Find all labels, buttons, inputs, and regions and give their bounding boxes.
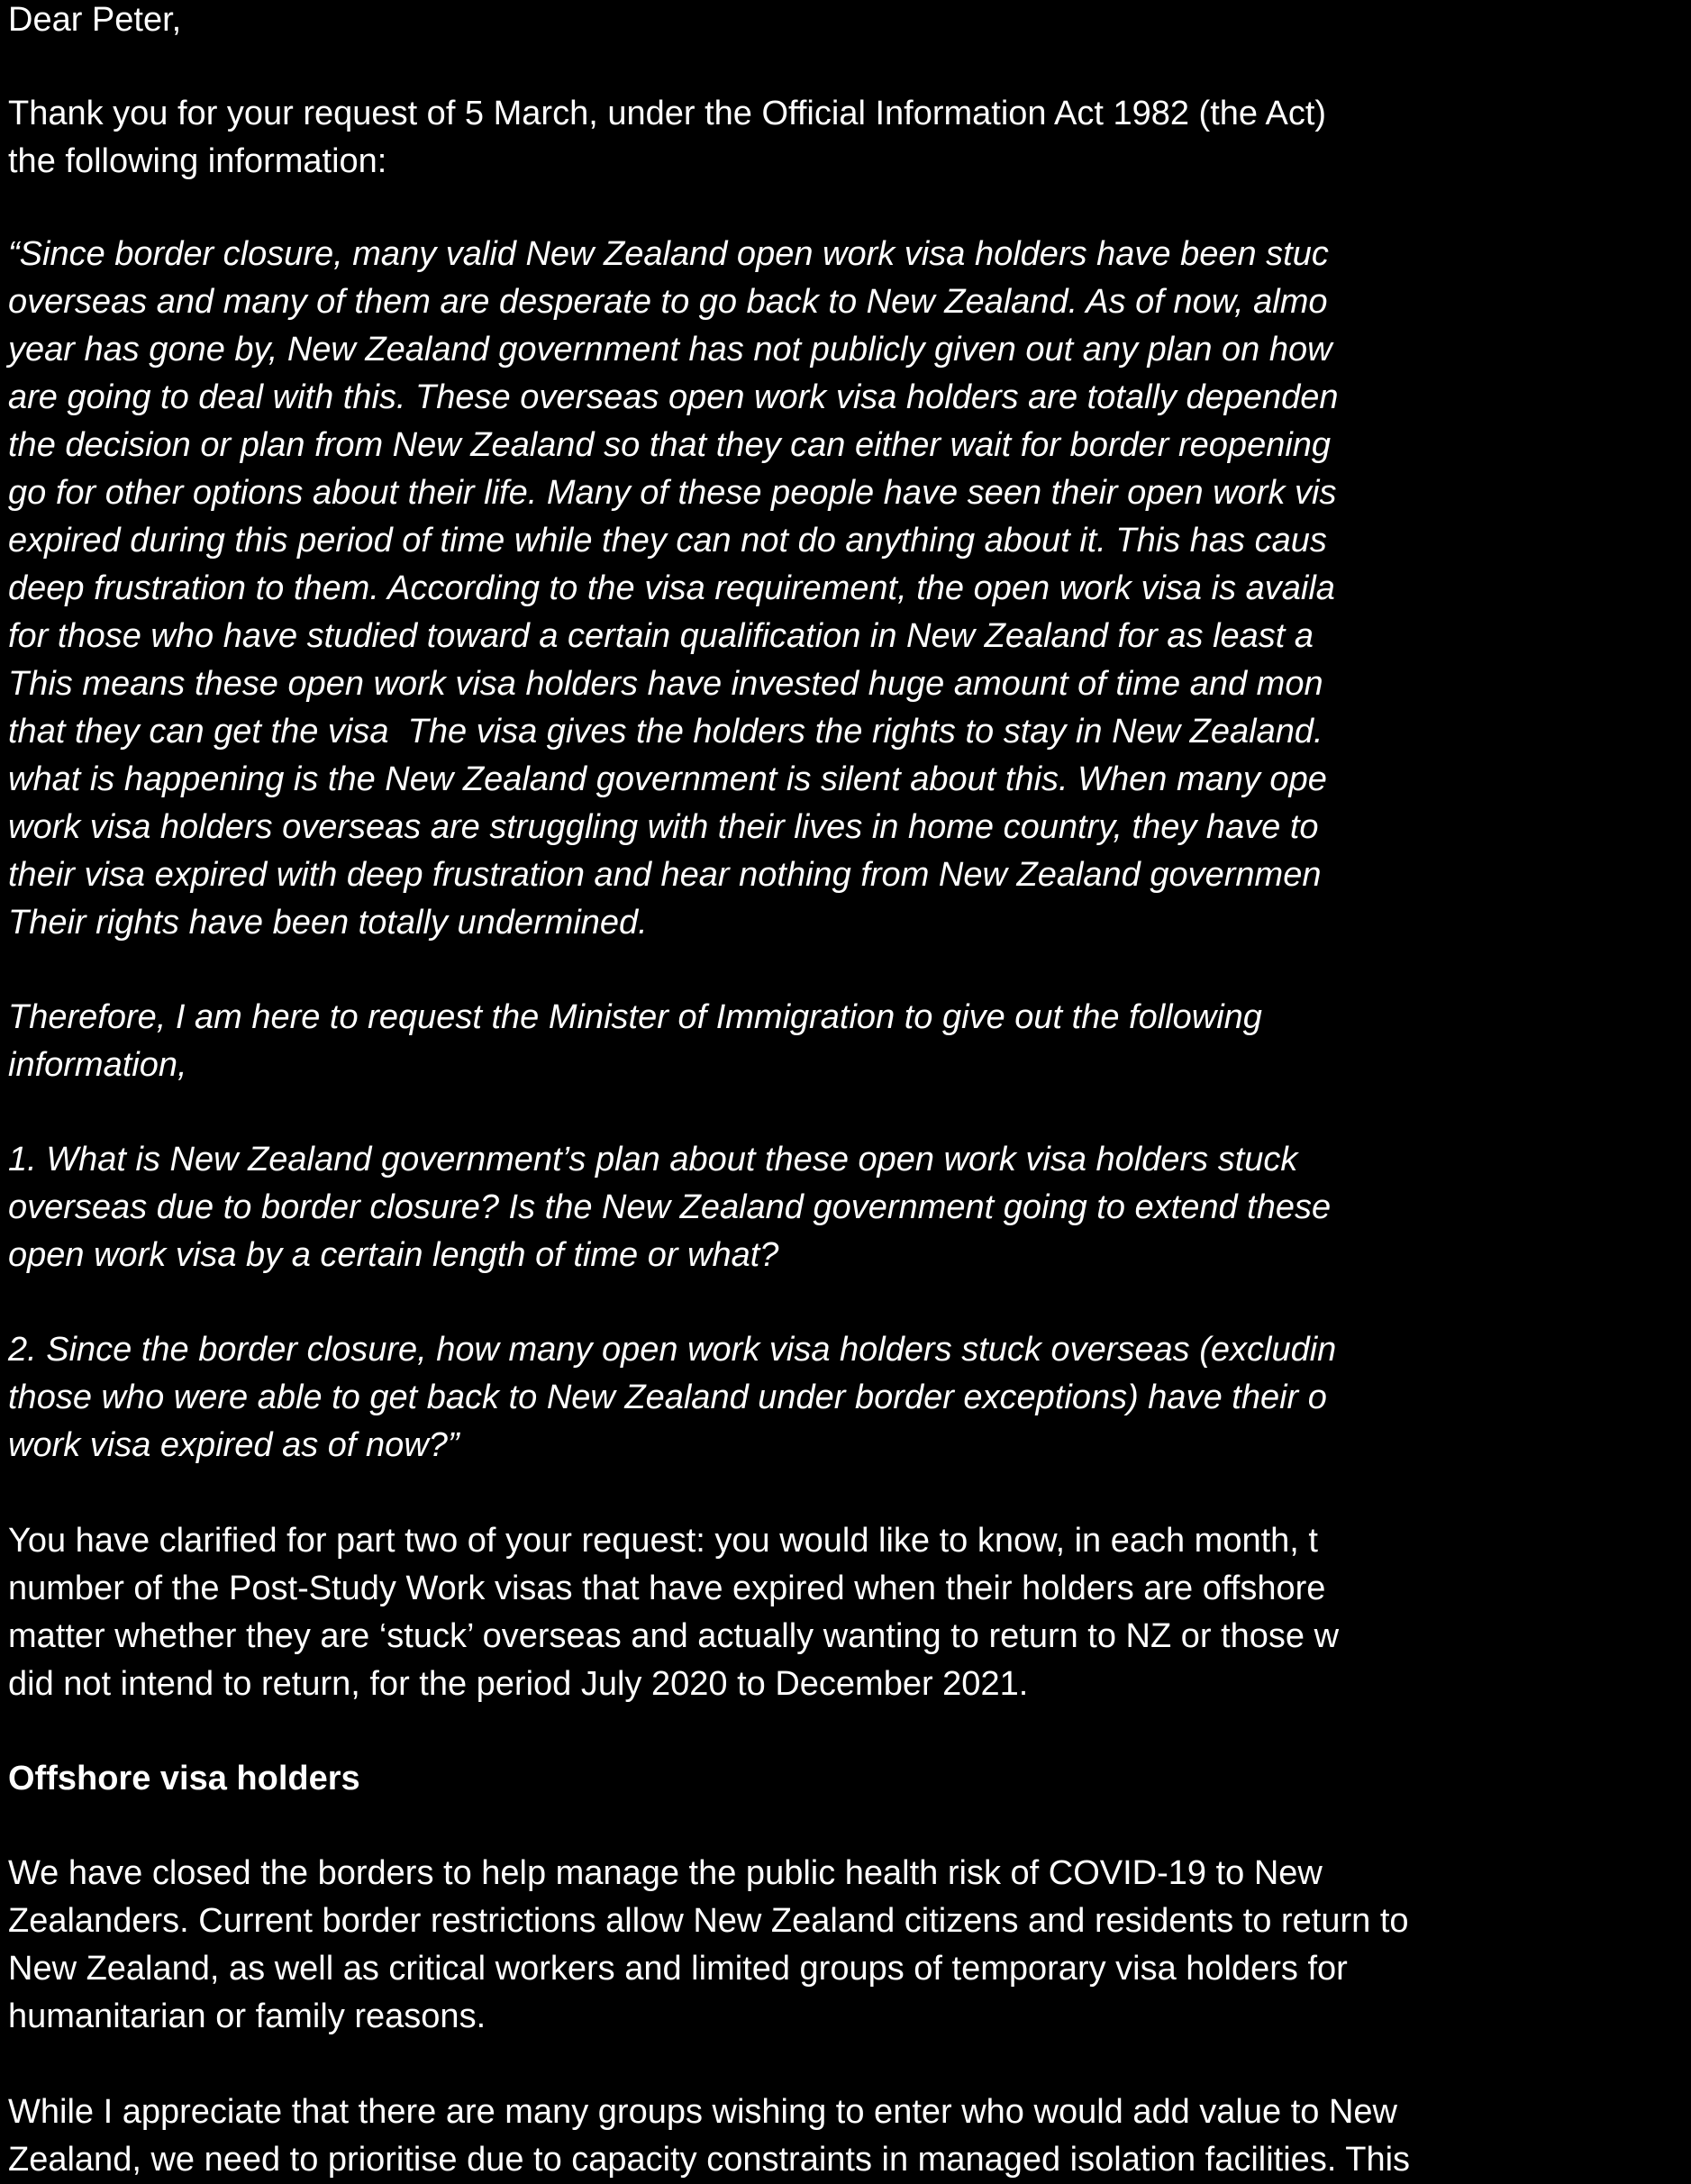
closing-line: While I appreciate that there are many groups wishing to enter who would add value to New xyxy=(8,2093,1397,2131)
borders-line: New Zealand, as well as critical workers and limited groups of temporary visa holders for xyxy=(8,1950,1348,1988)
quote-line: year has gone by, New Zealand government has not publicly given out any plan on how xyxy=(8,331,1332,369)
greeting: Dear Peter, xyxy=(8,1,182,39)
question-2-line: 2. Since the border closure, how many open work visa holders stuck overseas (excludin xyxy=(8,1331,1337,1369)
closing-line: Zealand, we need to prioritise due to capacity constraints in managed isolation facilities. This xyxy=(8,2141,1411,2179)
quote-line: expired during this period of time while they can not do anything about it. This has caus xyxy=(8,522,1327,560)
intro-line: Thank you for your request of 5 March, under the Official Information Act 1982 (the Act) xyxy=(8,95,1327,132)
request-line: Therefore, I am here to request the Minister of Immigration to give out the following xyxy=(8,998,1262,1036)
question-1-line: 1. What is New Zealand government’s plan about these open work visa holders stuck xyxy=(8,1141,1298,1178)
quote-line: what is happening is the New Zealand government is silent about this. When many ope xyxy=(8,760,1327,798)
request-line: information, xyxy=(8,1046,187,1084)
quote-line: the decision or plan from New Zealand so that they can either wait for border reopening xyxy=(8,426,1332,464)
question-2-line: those who were able to get back to New Zealand under border exceptions) have their o xyxy=(8,1379,1327,1416)
quote-line: are going to deal with this. These overseas open work visa holders are totally dependen xyxy=(8,378,1339,416)
borders-line: humanitarian or family reasons. xyxy=(8,1997,486,2035)
quote-line: that they can get the visa The visa gives the holders the rights to stay in New Zealand. xyxy=(8,713,1323,751)
quote-line: their visa expired with deep frustration and hear nothing from New Zealand governmen xyxy=(8,856,1322,894)
quote-line: Their rights have been totally undermined. xyxy=(8,904,648,942)
section-heading: Offshore visa holders xyxy=(8,1760,360,1797)
quote-line: work visa holders overseas are struggling with their lives in home country, they have to xyxy=(8,808,1319,846)
question-1-line: overseas due to border closure? Is the New Zealand government going to extend these xyxy=(8,1188,1332,1226)
clarification-line: You have clarified for part two of your request: you would like to know, in each month, t xyxy=(8,1522,1318,1560)
clarification-line: did not intend to return, for the period July 2020 to December 2021. xyxy=(8,1665,1029,1703)
clarification-line: number of the Post-Study Work visas that have expired when their holders are offshore xyxy=(8,1570,1326,1607)
question-1-line: open work visa by a certain length of time or what? xyxy=(8,1236,779,1274)
quote-line: This means these open work visa holders have invested huge amount of time and mon xyxy=(8,665,1323,703)
question-2-line: work visa expired as of now?” xyxy=(8,1426,459,1464)
intro-line: the following information: xyxy=(8,142,387,180)
quote-line: “Since border closure, many valid New Zealand open work visa holders have been stuc xyxy=(8,235,1329,273)
clarification-line: matter whether they are ‘stuck’ overseas and actually wanting to return to NZ or those w xyxy=(8,1617,1340,1655)
borders-line: Zealanders. Current border restrictions allow New Zealand citizens and residents to return to xyxy=(8,1902,1409,1940)
quote-line: deep frustration to them. According to the visa requirement, the open work visa is availa xyxy=(8,569,1335,607)
quote-line: for those who have studied toward a certain qualification in New Zealand for as least a xyxy=(8,617,1314,655)
quote-line: overseas and many of them are desperate to go back to New Zealand. As of now, almo xyxy=(8,283,1328,321)
quote-line: go for other options about their life. Many of these people have seen their open work vis xyxy=(8,474,1337,512)
borders-line: We have closed the borders to help manage the public health risk of COVID-19 to New xyxy=(8,1854,1323,1892)
